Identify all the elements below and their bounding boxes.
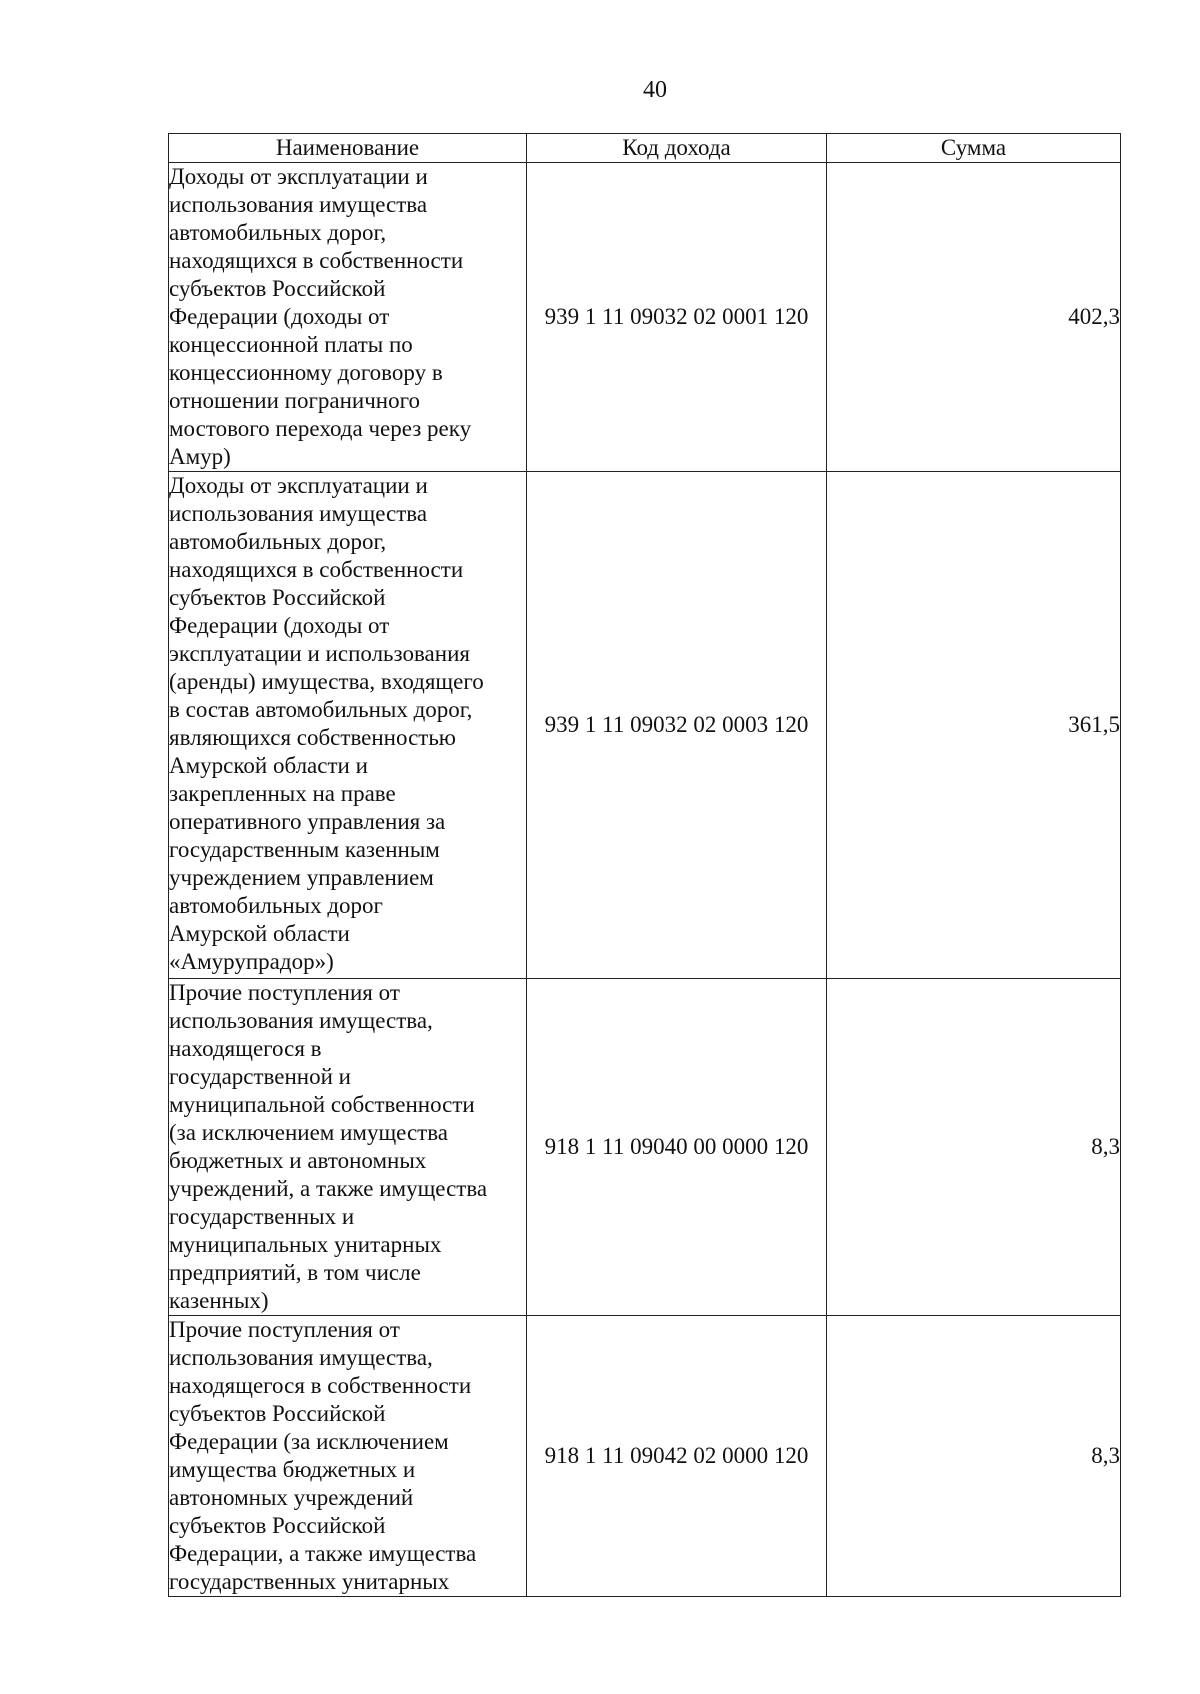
revenue-sum: 8,3 (827, 979, 1121, 1316)
revenue-code: 939 1 11 09032 02 0003 120 (527, 472, 827, 979)
table-row (169, 979, 1121, 1316)
table-row (169, 472, 1121, 979)
header-code: Код дохода (527, 134, 827, 163)
header-sum: Сумма (827, 134, 1121, 163)
header-name: Наименование (169, 134, 527, 163)
revenue-name: Доходы от эксплуатации и использования имущества автомобильных дорог, находящихся в собственности субъектов Российской Федерации (доходы от эксплуатации и использования (аренды) имущества, входящего в состав автомобильных дорог, являющихся собственностью Амурской области и закрепленных на праве оперативного управления за государственным казенным учреждением управлением автомобильных дорог Амурской области «Амурупрадор») (169, 472, 527, 979)
revenue-name: Доходы от эксплуатации и использования имущества автомобильных дорог, находящихся в собственности субъектов Российской Федерации (доходы от концессионной платы по концессионному договору в отношении пограничного мостового перехода через реку Амур) (169, 163, 527, 472)
table-row (169, 1316, 1121, 1597)
page-number: 40 (643, 77, 667, 103)
revenue-code: 939 1 11 09032 02 0001 120 (527, 163, 827, 472)
revenue-name: Прочие поступления от использования имущества, находящегося в государственной и муниципальной собственности (за исключением имущества бюджетных и автономных учреждений, а также имущества государственных и муниципальных унитарных предприятий, в том числе казенных) (169, 979, 527, 1316)
table-header-row (169, 134, 1121, 163)
revenue-code: 918 1 11 09042 02 0000 120 (527, 1316, 827, 1597)
revenue-table (168, 133, 1121, 1597)
revenue-sum: 402,3 (827, 163, 1121, 472)
revenue-name: Прочие поступления от использования имущества, находящегося в собственности субъектов Российской Федерации (за исключением имущества бюджетных и автономных учреждений субъектов Российской Федерации, а также имущества государственных унитарных (169, 1316, 527, 1597)
table-row (169, 163, 1121, 472)
revenue-sum: 361,5 (827, 472, 1121, 979)
revenue-sum: 8,3 (827, 1316, 1121, 1597)
revenue-code: 918 1 11 09040 00 0000 120 (527, 979, 827, 1316)
